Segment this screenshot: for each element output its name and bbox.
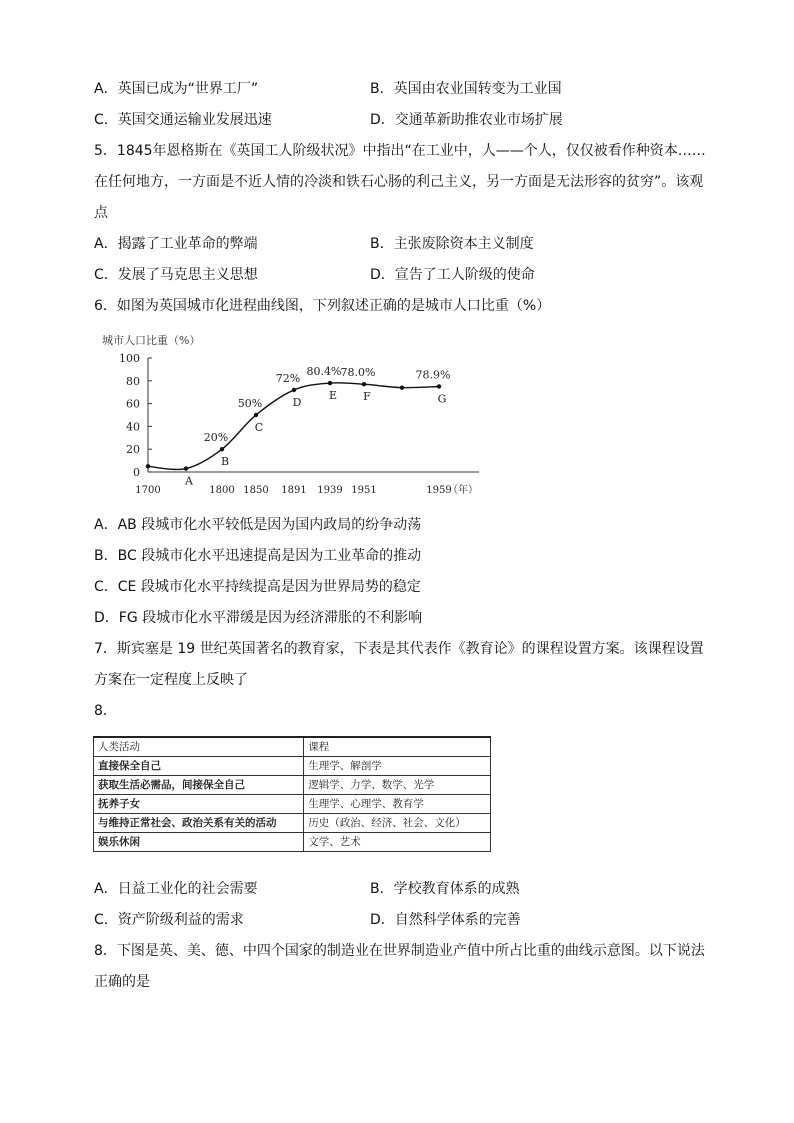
q8-stem-line2: 正确的是: [94, 974, 150, 990]
point-letter-label: A: [185, 474, 193, 488]
q4-option-b: B．英国由农业国转变为工业国: [370, 81, 562, 97]
table-cell-course: 文学、艺术: [304, 833, 491, 852]
q7-option-b: B．学校教育体系的成熟: [370, 881, 520, 897]
q7-option-a: A．日益工业化的社会需要: [94, 881, 258, 897]
table-cell-activity: 与维持正常社会、政治关系有关的活动: [94, 814, 304, 833]
point-value-label: 50%: [237, 397, 263, 410]
data-point: [254, 413, 258, 417]
table-row: [94, 776, 491, 795]
q7-stem-line1: 7．斯宾塞是 19 世纪英国著名的教育家，下表是其代表作《教育论》的课程设置方案。该课程设置: [94, 641, 704, 657]
q6-option-d: D．FG 段城市化水平滞缓是因为经济滞胀的不利影响: [94, 610, 423, 626]
q5-stem-line2: 在任何地方，一方面是不近人情的冷淡和铁石心肠的利己主义，另一方面是无法形容的贫穷”。该观: [94, 174, 704, 190]
point-value-label: 80.4%: [306, 365, 342, 379]
table-cell-activity: 获取生活必需品，间接保全自己: [94, 776, 304, 795]
chart-ylabel: 城市人口比重（%）: [102, 334, 201, 347]
y-tick-label: 40: [126, 420, 140, 434]
table-cell-course: 生理学、心理学、教育学: [304, 795, 491, 814]
q6-option-b: B．BC 段城市化水平迅速提高是因为工业革命的推动: [94, 548, 422, 564]
y-tick-label: 20: [126, 443, 140, 457]
table-row: [94, 833, 491, 852]
x-tick-label: 1850: [243, 485, 269, 496]
data-point: [400, 385, 404, 389]
q4-option-d: D．交通革新助推农业市场扩展: [370, 112, 563, 128]
point-value-label: 20%: [203, 431, 229, 445]
q7-stem-line2: 方案在一定程度上反映了: [94, 672, 248, 688]
point-letter-label: G: [437, 392, 447, 406]
q6-option-c: C．CE 段城市化水平持续提高是因为世界局势的稳定: [94, 579, 421, 595]
point-value-label: 72%: [275, 371, 301, 385]
x-tick-label: 1891: [281, 485, 307, 496]
point-letter-label: E: [328, 389, 338, 403]
y-tick-label: 60: [126, 397, 140, 411]
point-letter-label: D: [292, 395, 302, 409]
data-point: [292, 388, 296, 392]
table-cell-course: 逻辑学、力学、数学、光学: [304, 776, 491, 795]
table-cell-activity: 直接保全自己: [94, 757, 304, 776]
point-value-label: 78.0%: [340, 366, 376, 380]
data-point: [146, 464, 150, 468]
q5-stem-line3: 点: [94, 205, 108, 221]
table-row: [94, 757, 491, 776]
q5-option-a: A．揭露了工业革命的弊端: [94, 236, 258, 252]
table-header-course: 课程: [304, 737, 491, 757]
curriculum-table: [93, 736, 491, 852]
table-row: [94, 814, 491, 833]
q4-option-a: A．英国已成为“世界工厂”: [94, 81, 259, 97]
y-tick-label: 0: [133, 466, 140, 479]
table-header-row: [94, 737, 491, 757]
y-tick-label: 80: [126, 374, 140, 388]
x-tick-label: 1700: [135, 485, 161, 496]
q6-stem: 6．如图为英国城市化进程曲线图，下列叙述正确的是城市人口比重（%）: [94, 298, 551, 314]
q7-number-8: 8．: [94, 703, 117, 719]
chart-xlabel: （年）: [448, 485, 478, 496]
table-cell-activity: 抚养子女: [94, 795, 304, 814]
q5-option-c: C．发展了马克思主义思想: [94, 267, 258, 283]
q7-option-d: D．自然科学体系的完善: [370, 912, 521, 928]
q5-stem-line1: 5．1845年恩格斯在《英国工人阶级状况》中指出“在工业中，人——个人，仅仅被看作种资本……: [94, 143, 706, 159]
point-letter-label: C: [254, 421, 264, 434]
q8-stem-line1: 8．下图是英、美、德、中四个国家的制造业在世界制造业产值中所占比重的曲线示意图。以下说法: [94, 943, 705, 959]
table-cell-course: 历史（政治、经济、社会、文化）: [304, 814, 491, 833]
data-point: [362, 382, 366, 386]
point-letter-label: F: [363, 390, 371, 404]
q7-option-c: C．资产阶级利益的需求: [94, 912, 244, 928]
q5-option-d: D．宣告了工人阶级的使命: [370, 267, 535, 283]
table-header-activity: 人类活动: [94, 737, 304, 757]
data-point: [437, 384, 441, 388]
point-value-label: 78.9%: [415, 368, 451, 382]
data-point: [328, 381, 332, 385]
data-point: [220, 447, 224, 451]
table-row: [94, 795, 491, 814]
urbanization-chart: [94, 326, 514, 504]
q4-option-c: C．英国交通运输业发展迅速: [94, 112, 272, 128]
x-tick-label: 1939: [317, 485, 343, 496]
x-tick-label: 1951: [351, 485, 377, 496]
x-tick-label: 1959: [426, 485, 452, 496]
data-point: [184, 466, 188, 470]
point-letter-label: B: [220, 455, 230, 469]
x-tick-label: 1800: [209, 485, 235, 496]
table-cell-course: 生理学、解剖学: [304, 757, 491, 776]
q6-option-a: A．AB 段城市化水平较低是因为国内政局的纷争动荡: [94, 517, 422, 533]
table-cell-activity: 娱乐休闲: [94, 833, 304, 852]
y-tick-label: 100: [119, 352, 140, 365]
q5-option-b: B．主张废除资本主义制度: [370, 236, 534, 252]
